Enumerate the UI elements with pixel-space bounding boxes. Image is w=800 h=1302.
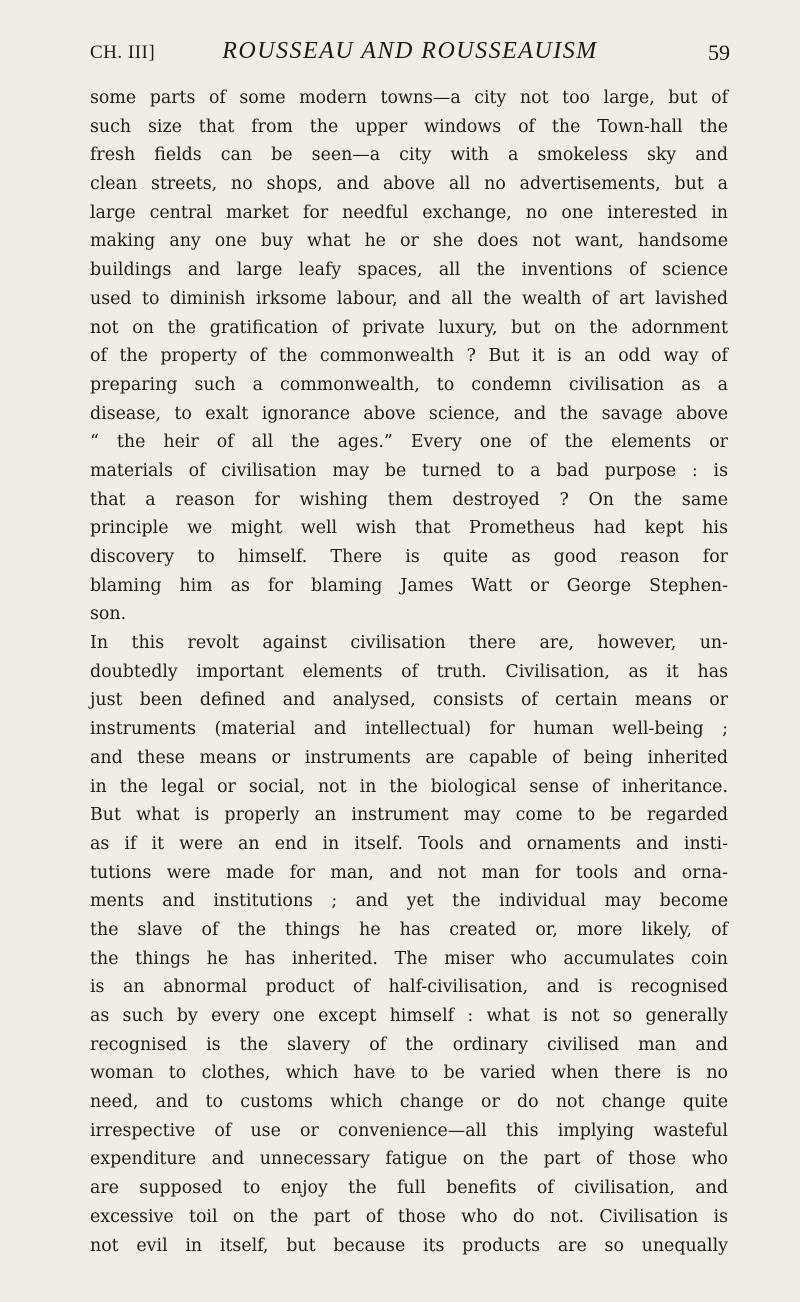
text-line: blaming him as for blaming James Watt or George Stephen-: [90, 575, 728, 596]
running-head: [90, 30, 730, 70]
text-line: that a reason for wishing them destroyed ? On the same: [90, 489, 728, 510]
text-line: the things he has inherited. The miser who accumulates coin: [90, 948, 728, 969]
text-line: some parts of some modern towns—a city not too large, but of: [90, 88, 728, 108]
text-line: recognised is the slavery of the ordinary civilised man and: [90, 1034, 728, 1055]
text-line: ments and institutions ; and yet the individual may become: [90, 891, 728, 912]
text-line: instruments (material and intellectual) for human well-being ;: [90, 719, 728, 740]
text-line: the slave of the things he has created or, more likely, of: [90, 919, 728, 940]
text-line: fresh fields can be seen—a city with a smokeless sky and: [90, 145, 728, 166]
text-line: buildings and large leafy spaces, all the inventions of science: [90, 260, 728, 281]
text-line: preparing such a commonwealth, to condemn civilisation as a: [90, 374, 728, 395]
text-line: as if it were an end in itself. Tools and ornaments and insti-: [90, 833, 728, 854]
text-line: disease, to exalt ignorance above science, and the savage above: [90, 403, 728, 424]
text-line: materials of civilisation may be turned to a bad purpose : is: [90, 460, 728, 481]
text-line: used to diminish irksome labour, and all the wealth of art lavished: [90, 288, 728, 309]
text-line: making any one buy what he or she does not want, handsome: [90, 231, 728, 252]
text-line: woman to clothes, which have to be varied when there is no: [90, 1063, 728, 1084]
text-line: in the legal or social, not in the biological sense of inheritance.: [90, 776, 728, 797]
text-line: not on the gratification of private luxury, but on the adornment: [90, 317, 728, 338]
text-line: and these means or instruments are capable of being inherited: [90, 747, 728, 768]
text-line: irrespective of use or convenience—all this implying wasteful: [90, 1120, 728, 1141]
text-line: need, and to customs which change or do not change quite: [90, 1092, 728, 1113]
page-number: 59: [708, 40, 730, 65]
text-line: large central market for needful exchange, no one interested in: [90, 202, 728, 223]
text-line: of the property of the commonwealth ? But it is an odd way of: [90, 346, 728, 367]
text-line: are supposed to enjoy the full benefits of civilisation, and: [90, 1178, 728, 1199]
text-line: “ the heir of all the ages.” Every one of the elements or: [90, 432, 728, 453]
text-line: In this revolt against civilisation there are, however, un-: [90, 633, 728, 654]
text-line: tutions were made for man, and not man for tools and orna-: [90, 862, 728, 883]
text-line: discovery to himself. There is quite as good reason for: [90, 547, 728, 567]
text-line: principle we might well wish that Prometheus had kept his: [90, 518, 728, 539]
text-line: just been defined and analysed, consists of certain means or: [90, 690, 728, 711]
text-line: But what is properly an instrument may come to be regarded: [90, 805, 728, 826]
running-title: ROUSSEAU AND ROUSSEAUISM: [222, 38, 598, 64]
text-line: is an abnormal product of half-civilisation, and is recognised: [90, 977, 728, 998]
chapter-label: CH. III]: [90, 42, 156, 63]
text-line: not evil in itself, but because its products are so unequally: [90, 1235, 728, 1256]
text-line: such size that from the upper windows of the Town-hall the: [90, 116, 728, 137]
text-line: excessive toil on the part of those who do not. Civilisation is: [90, 1206, 728, 1227]
body-text: [90, 84, 728, 1260]
text-line: son.: [90, 604, 127, 625]
text-line: expenditure and unnecessary fatigue on the part of those who: [90, 1149, 728, 1170]
text-line: clean streets, no shops, and above all no advertisements, but a: [90, 174, 728, 195]
text-line: as such by every one except himself : what is not so generally: [90, 1006, 728, 1026]
text-line: doubtedly important elements of truth. Civilisation, as it has: [90, 661, 728, 682]
